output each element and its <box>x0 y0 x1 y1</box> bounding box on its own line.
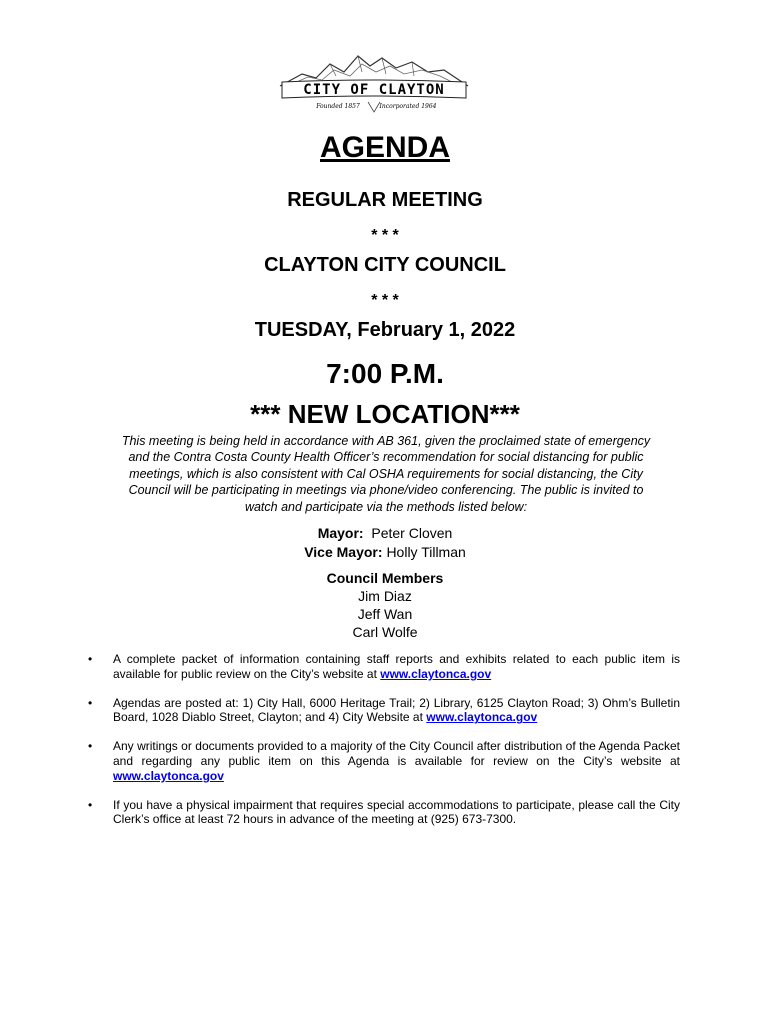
officials-block <box>0 524 770 562</box>
notice-line: meetings, which is also consistent with Cal OSHA requirements for social distancing, the City <box>129 466 643 481</box>
council-name: CLAYTON CITY COUNCIL <box>264 254 506 276</box>
list-item <box>88 652 680 682</box>
website-link[interactable]: www.claytonca.gov <box>380 666 492 681</box>
council-member: Jeff Wan <box>357 606 413 622</box>
logo-city-name: CITY OF CLAYTON <box>303 82 445 98</box>
council-member: Carl Wolfe <box>352 624 418 640</box>
bullet-icon: • <box>88 652 93 666</box>
notice-line: This meeting is being held in accordance with AB 361, given the proclaimed state of emergency <box>121 434 651 448</box>
council-members-heading: Council Members <box>326 570 444 586</box>
agenda-title: AGENDA <box>319 131 450 164</box>
meeting-time: 7:00 P.M. <box>326 358 444 389</box>
list-item <box>88 739 680 783</box>
list-item <box>88 696 680 726</box>
city-seal-graphic <box>272 46 476 116</box>
information-list <box>88 652 680 827</box>
notice-line: Council will be participating in meetings via phone/video conferencing. The public is invited to <box>128 483 644 498</box>
notice-line: and the Contra Costa County Health Officer’s recommendation for social distancing for public <box>128 450 644 465</box>
list-item-text: If you have a physical impairment that requires special accommodations to participate, please call the City Clerk’s office at least 72 hours in advance of the meeting at (925) 673-7300. <box>113 797 680 827</box>
logo-founded: Founded 1857 <box>316 103 360 110</box>
list-item-text: Any writings or documents provided to a majority of the City Council after distribution of the Agenda Packet and regarding any public item on this Agenda is available for review on the City’s website at <box>113 739 680 768</box>
separator-2: * * * <box>371 292 399 309</box>
separator-1: * * * <box>371 227 399 244</box>
list-item <box>88 798 680 828</box>
bullet-icon: • <box>88 739 93 754</box>
mayor-line <box>0 524 770 543</box>
list-item-text: A complete packet of information containing staff reports and exhibits related to each public item is available for public review on the City’s website at <box>113 652 680 681</box>
list-item-text: Agendas are posted at: 1) City Hall, 6000 Heritage Trail; 2) Library, 6125 Clayton Road; 3) Ohm’s Bulletin Board, 1028 Diablo Street, Clayton; and 4) City Website at <box>113 695 680 725</box>
website-link[interactable]: www.claytonca.gov <box>113 768 224 783</box>
vice-mayor-name: Holly Tillman <box>386 544 466 560</box>
new-location-heading: *** NEW LOCATION*** <box>250 399 520 429</box>
meeting-type: REGULAR MEETING <box>287 189 483 211</box>
vice-mayor-line <box>0 543 770 562</box>
council-member: Jim Diaz <box>358 588 412 604</box>
city-logo <box>272 46 476 116</box>
meeting-notice <box>86 433 686 515</box>
mayor-label: Mayor: <box>317 525 364 541</box>
bullet-icon: • <box>88 695 93 710</box>
mayor-name: Peter Cloven <box>371 525 453 541</box>
notice-line: watch and participate via the methods listed below: <box>244 499 528 514</box>
vice-mayor-label: Vice Mayor: <box>304 544 383 560</box>
logo-incorporated: Incorporated 1964 <box>379 103 437 110</box>
bullet-icon: • <box>88 797 93 812</box>
council-members-block <box>0 569 770 641</box>
website-link[interactable]: www.claytonca.gov <box>426 710 538 725</box>
meeting-date: TUESDAY, February 1, 2022 <box>254 319 516 341</box>
